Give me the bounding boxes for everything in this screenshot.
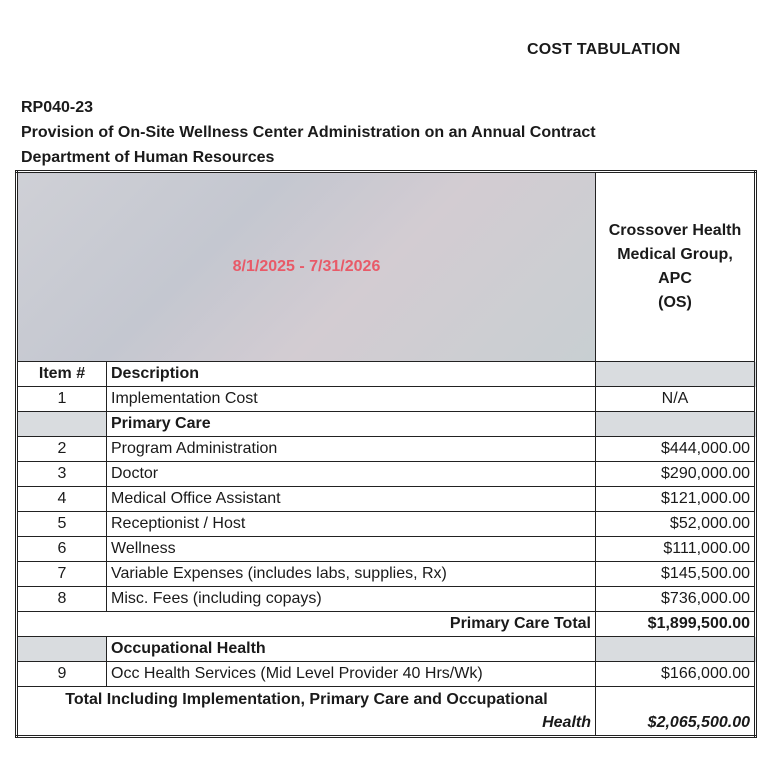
item-description: Variable Expenses (includes labs, supplies, Rx) (107, 562, 596, 587)
primary-care-total-row (17, 612, 756, 637)
date-range: 8/1/2025 - 7/31/2026 (232, 258, 381, 275)
item-amount: $52,000.00 (596, 512, 756, 537)
item-description: Implementation Cost (107, 387, 596, 412)
table-row (17, 662, 756, 687)
section-spacer (596, 637, 756, 662)
item-description: Wellness (107, 537, 596, 562)
item-description: Program Administration (107, 437, 596, 462)
col-description-header: Description (107, 362, 596, 387)
table-row (17, 562, 756, 587)
vendor-name-line: (OS) (658, 294, 692, 311)
item-number: 9 (17, 662, 107, 687)
page-heading: COST TABULATION (527, 41, 681, 58)
primary-care-total-value: $1,899,500.00 (596, 612, 756, 637)
item-number: 6 (17, 537, 107, 562)
section-row-occupational-health (17, 637, 756, 662)
section-row-primary-care (17, 412, 756, 437)
table-row (17, 487, 756, 512)
header-row (17, 172, 756, 362)
item-description: Occ Health Services (Mid Level Provider 40 Hrs/Wk) (107, 662, 596, 687)
vendor-name-line: Medical Group, (617, 246, 733, 263)
item-amount: $145,500.00 (596, 562, 756, 587)
vendor-name-line: Crossover Health (608, 222, 742, 239)
vendor-header (596, 172, 756, 362)
rfp-header (21, 95, 596, 170)
vendor-name-line: APC (658, 270, 692, 287)
item-description: Medical Office Assistant (107, 487, 596, 512)
section-title: Primary Care (107, 412, 596, 437)
table-row (17, 437, 756, 462)
grand-total-label-line: Total Including Implementation, Primary Care and Occupational (65, 691, 548, 708)
item-number: 4 (17, 487, 107, 512)
grand-total-label (17, 687, 596, 737)
item-number: 3 (17, 462, 107, 487)
grand-total-row (17, 687, 756, 737)
column-header-row (17, 362, 756, 387)
item-amount: $444,000.00 (596, 437, 756, 462)
cost-tabulation-table (15, 170, 757, 738)
table-row (17, 462, 756, 487)
grand-total-value: $2,065,500.00 (596, 687, 756, 737)
table-row (17, 512, 756, 537)
table-row (17, 387, 756, 412)
col-item-header: Item # (17, 362, 107, 387)
section-spacer (17, 412, 107, 437)
item-number: 2 (17, 437, 107, 462)
item-number: 5 (17, 512, 107, 537)
col-amount-header (596, 362, 756, 387)
rfp-number: RP040-23 (21, 99, 94, 116)
item-amount: $121,000.00 (596, 487, 756, 512)
item-description: Receptionist / Host (107, 512, 596, 537)
item-amount: $736,000.00 (596, 587, 756, 612)
section-title: Occupational Health (107, 637, 596, 662)
department-name: Department of Human Resources (21, 149, 275, 166)
item-description: Misc. Fees (including copays) (107, 587, 596, 612)
primary-care-total-label: Primary Care Total (17, 612, 596, 637)
grand-total-label-line: Health (542, 714, 591, 731)
table-row (17, 587, 756, 612)
rfp-title: Provision of On-Site Wellness Center Administration on an Annual Contract (21, 124, 596, 141)
item-description: Doctor (107, 462, 596, 487)
item-number: 8 (17, 587, 107, 612)
section-spacer (17, 637, 107, 662)
item-amount: N/A (596, 387, 756, 412)
item-amount: $290,000.00 (596, 462, 756, 487)
item-amount: $166,000.00 (596, 662, 756, 687)
date-range-cell (17, 172, 596, 362)
item-number: 7 (17, 562, 107, 587)
table-row (17, 537, 756, 562)
item-amount: $111,000.00 (596, 537, 756, 562)
item-number: 1 (17, 387, 107, 412)
section-spacer (596, 412, 756, 437)
